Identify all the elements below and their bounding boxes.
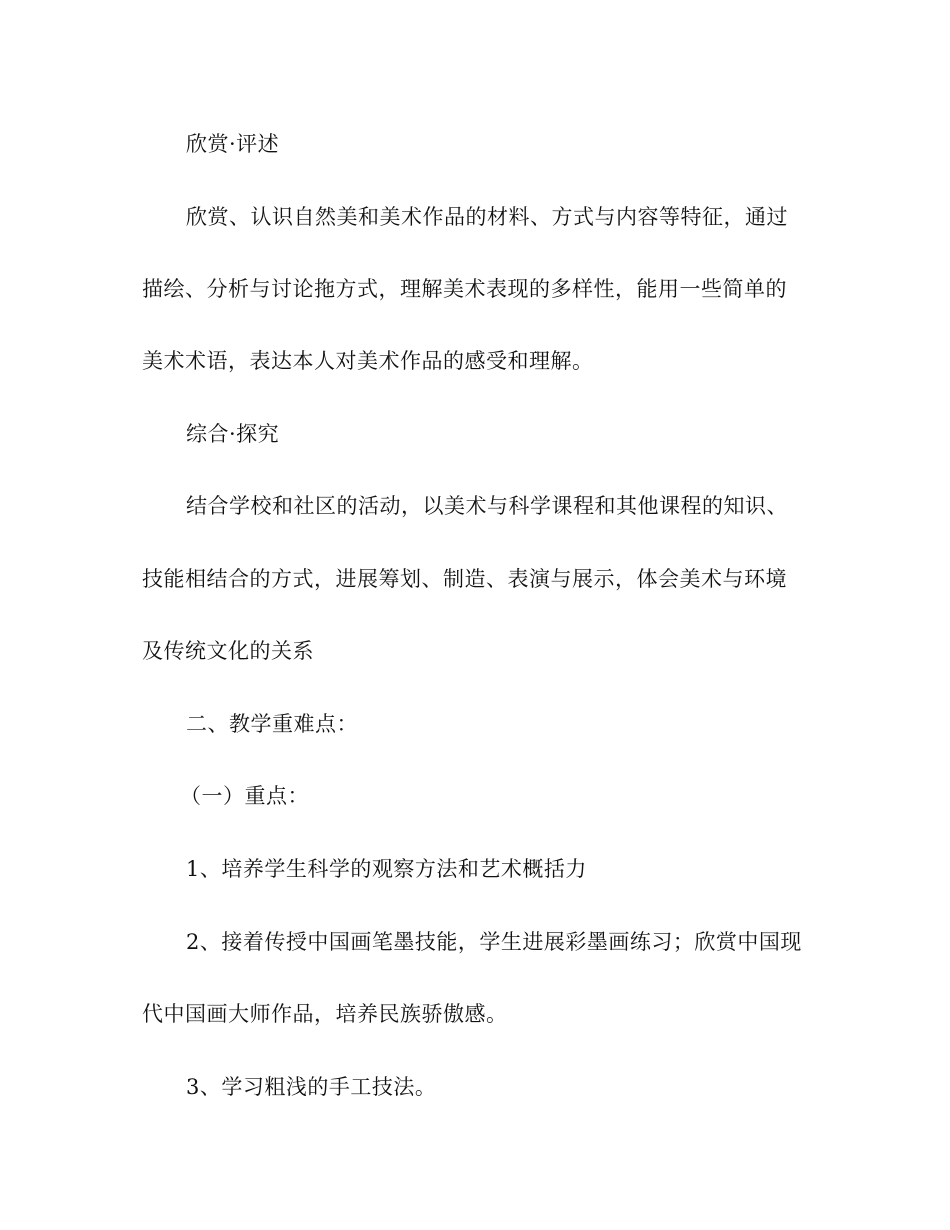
subsection-heading-focus: （一）重点： <box>180 784 309 808</box>
section-heading-key-points: 二、教学重难点： <box>186 712 358 736</box>
list-item-continuation: 代中国画大师作品，培养民族骄傲感。 <box>142 1002 508 1026</box>
paragraph-line: 技能相结合的方式，进展筹划、制造、表演与展示，体会美术与环境 <box>142 567 787 591</box>
section-heading-appreciation: 欣赏·评述 <box>186 132 280 156</box>
list-item: 2、接着传授中国画笔墨技能，学生进展彩墨画练习；欣赏中国现 <box>186 930 802 954</box>
list-item: 1、培养学生科学的观察方法和艺术概括力 <box>186 857 587 881</box>
paragraph-line: 欣赏、认识自然美和美术作品的材料、方式与内容等特征，通过 <box>186 205 788 229</box>
paragraph-line: 描绘、分析与讨论拖方式，理解美术表现的多样性，能用一些简单的 <box>142 277 787 301</box>
paragraph-line: 美术术语，表达本人对美术作品的感受和理解。 <box>142 349 594 373</box>
paragraph-line: 及传统文化的关系 <box>142 639 314 663</box>
section-heading-synthesis: 综合·探究 <box>186 422 280 446</box>
paragraph-line: 结合学校和社区的活动，以美术与科学课程和其他课程的知识、 <box>186 494 788 518</box>
list-item: 3、学习粗浅的手工技法。 <box>186 1075 437 1099</box>
